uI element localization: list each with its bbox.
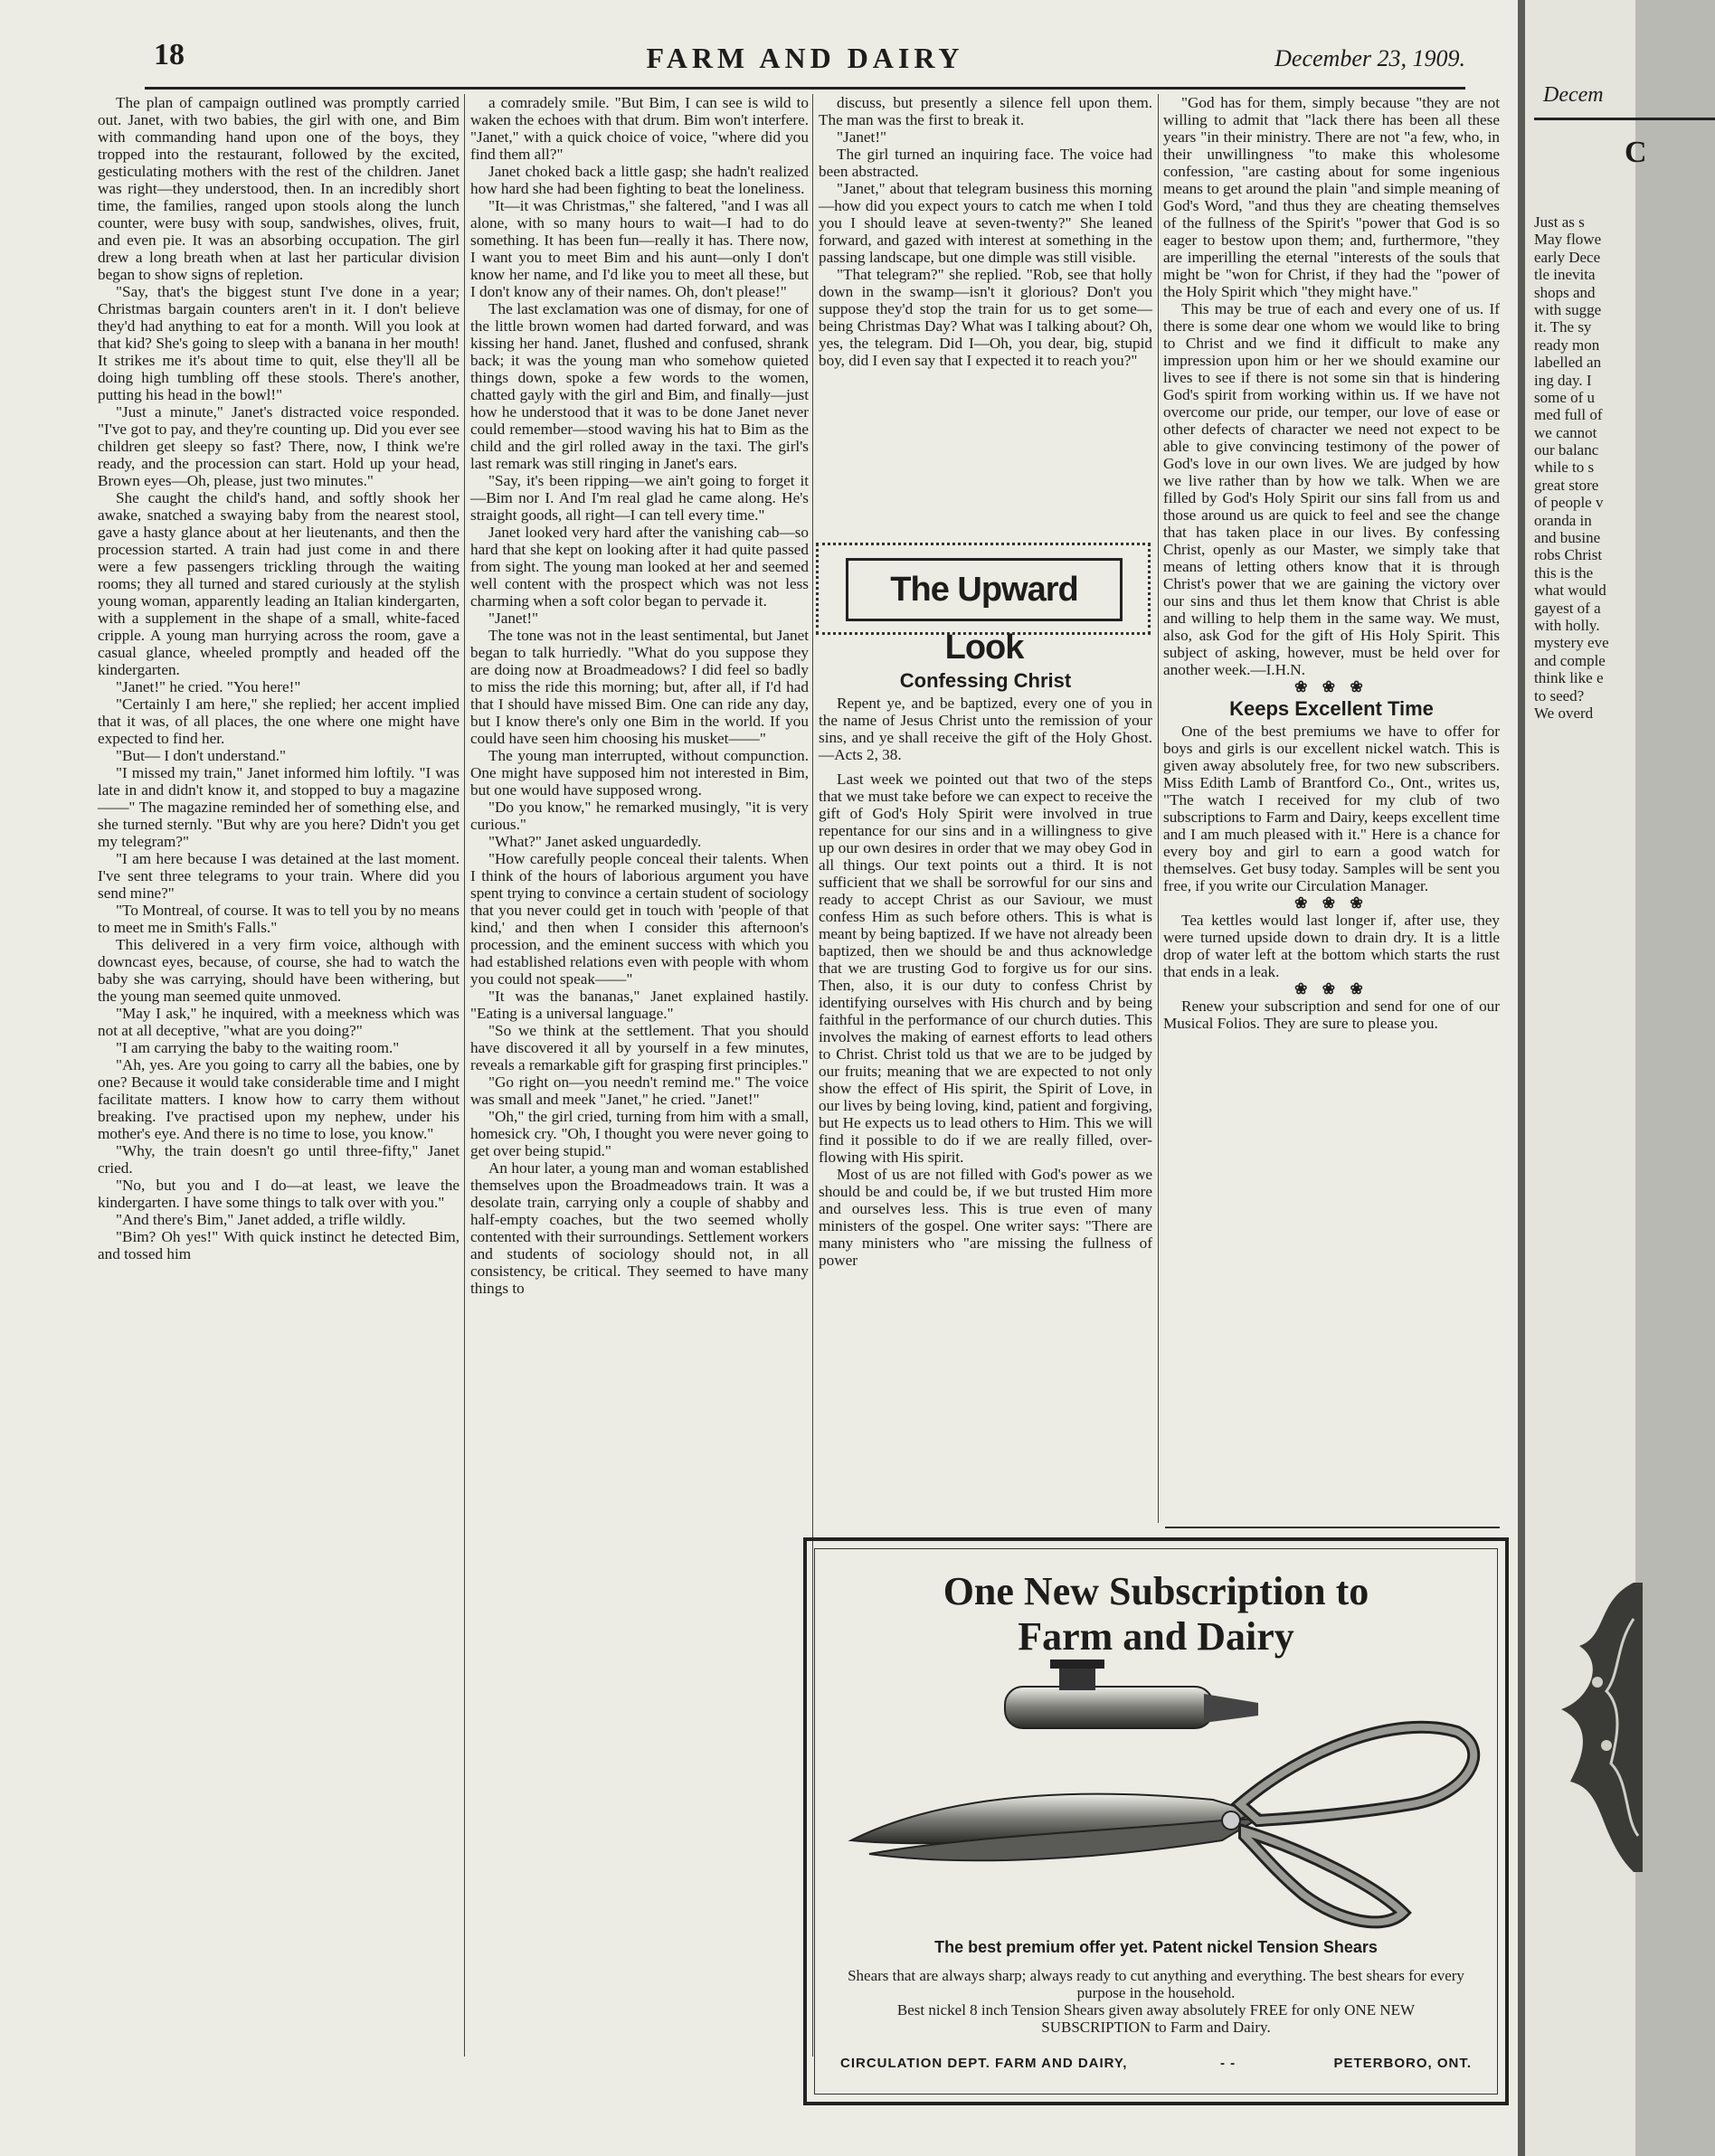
story-paragraph: "To Montreal, of course. It was to tell you by no means to meet me in Smith's Falls." <box>98 902 460 936</box>
scripture-text: Repent ye, and be baptized, every one of you in the name of Jesus Christ unto the remission of your sins, and ye shall receive the gift of the Holy Ghost.—Acts 2, 38. <box>819 695 1152 763</box>
story-paragraph: "So we think at the settlement. That you should have discovered it all by yourself in a few minutes, reveals a remarkable gift for grasping first principles." <box>470 1022 809 1073</box>
story-paragraph: The tone was not in the least sentimental, but Janet began to talk hurriedly. "What do you suppose they are doing now at Broadmeadows? I did feel so badly to miss the ride this morning; but, after all, if I'd had that I should have missed Bim. One can ride any day, but I know there's only one Bim in the world. If you could have seen him choosing his musket——" <box>470 627 809 747</box>
story-column-2 <box>470 94 809 2057</box>
facing-page-line: ready mon <box>1534 336 1600 354</box>
facing-page-date: Decem <box>1543 83 1604 107</box>
section-heading: Confessing Christ <box>899 669 1072 692</box>
page-header <box>145 38 1465 83</box>
story-paragraph: The plan of campaign outlined was promptly carried out. Janet, with two babies, the girl with one, and Bim with commanding hand upon one of the boys, they tropped into the restaurant, followed by the excited, gesticulating mothers with the rest of the children. Janet was right—they understood, then. In an incredibly short time, the families, ranged upon stools along the lunch counter, were busy with soup, sandwishes, olives, fruit, and even pie. It was an absorbing occupation. The girl drew a long breath when at last her particular division began to show signs of repletion. <box>98 94 460 283</box>
story-paragraph: "Bim? Oh yes!" With quick instinct he detected Bim, and tossed him <box>98 1228 460 1262</box>
story-paragraph: "And there's Bim," Janet added, a trifle wildly. <box>116 1211 406 1228</box>
ad-inner-border <box>814 1548 1498 2095</box>
facing-page-line: with sugge <box>1534 300 1602 318</box>
story-paragraph: "Janet," about that telegram business this morning—how did you expect yours to catch me when I told you I should leave at seven-twenty?" She leaned forward, and gazed with interest at something in the passing landscape, but one dimple was still visible. <box>819 180 1152 266</box>
facing-page-line: Just as s <box>1534 213 1585 231</box>
ad-description-line: Shears that are always sharp; always ready to cut anything and everything. The best shears for every purpose in the household. <box>848 1967 1464 2001</box>
story-paragraph: "Just a minute," Janet's distracted voice responded. "I've got to pay, and they're counting up. Did you ever see children get sleepy so fast? There, now, I think we're ready, and the procession can start. Hold up your head, Brown eyes—Oh, please, just two minutes." <box>98 403 460 489</box>
facing-page-line: early Dece <box>1534 248 1601 266</box>
story-paragraph: "What?" Janet asked unguardedly. <box>488 833 702 850</box>
ad-title-line: One New Subscription to <box>943 1569 1369 1613</box>
ornament-divider: ❀ ❀ ❀ <box>1294 894 1369 912</box>
ornament-divider: ❀ ❀ ❀ <box>1294 980 1369 998</box>
facing-page-line: of people v <box>1534 494 1604 512</box>
section-rule <box>1165 1527 1500 1528</box>
facing-page-line: and comple <box>1534 651 1606 669</box>
ad-footer-dept: CIRCULATION DEPT. FARM AND DAIRY, <box>840 2056 1128 2071</box>
page-binding-gutter <box>1518 0 1525 2156</box>
article-paragraph: "God has for them, simply because "they are not willing to admit that "lack there has been all these years "in their ministry. There are not "a few, who, in their unwillingness "to make this wholesome confession, "are casting about for some ingenious means to get around the plain "and simple meaning of God's Word, "and thus they are cheating themselves of the fullness of the Spirit's "power that God is so eager to bestow upon them; and, furthermore, "they are imperilling the eternal "interests of the souls that might be "won for Christ, if they had the "power of the Holy Spirit which "they might have." <box>1163 94 1500 300</box>
facing-page-line: what would <box>1534 582 1606 600</box>
story-paragraph: Janet choked back a little gasp; she hadn't realized how hard she had been fighting to beat the loneliness. <box>470 163 809 197</box>
facing-page-line: oranda in <box>1534 511 1592 529</box>
story-paragraph: "Janet!" <box>488 610 539 627</box>
story-paragraph: "May I ask," he inquired, with a meekness which was not at all deceptive, "what are you doing?" <box>98 1005 460 1039</box>
facing-page-line: our balanc <box>1534 441 1599 459</box>
facing-page-edge <box>1525 0 1647 2156</box>
story-paragraph: "But— I don't understand." <box>116 747 287 764</box>
facing-page-line: and busine <box>1534 529 1601 547</box>
story-paragraph: "How carefully people conceal their talents. When I think of the hours of laborious argument you have spent trying to convince a certain student of sociology that you never could get in touch with 'people of that kind,' and then when I consider this afternoon's procession, and the eminent success with which you had established relations even with people with whom you could not speak——" <box>470 850 809 988</box>
article-paragraph: Last week we pointed out that two of the steps that we must take before we can expect to receive the gift of God's Holy Spirit were involved in true repentance for our sins and in a willingness to give up our own desires in order that we may obey God in all things. Our text points out a third. It is not sufficient that we shall be sorrowful for our sins and ready to accept Christ as our Saviour, we must confess Him as such before others. This is what is meant by being baptized. If we have not already been baptized, then we should be and thus acknowledge that we are trusting God to forgive us for our sins. Then, also, it is our duty to confess Christ by identifying ourselves with His church and by being faithful in the performance of our church duties. This involves the making of earnest efforts to lead others to Christ. Christ told us that we are to be judged by our fruits; meaning that we are expected to not only show the effect of His spirit, the Spirit of Love, in our lives by being loving, kind, patient and forgiving, but He expects us to lead others to Him. This we will find it possible to do if we are really filled, over-flowing with His spirit. <box>819 771 1152 1166</box>
story-paragraph: The girl turned an inquiring face. The voice had been abstracted. <box>819 146 1152 180</box>
facing-page-line: gayest of a <box>1534 599 1601 617</box>
story-paragraph: "Go right on—you needn't remind me." The voice was small and meek "Janet," he cried. "Janet!" <box>470 1073 809 1108</box>
facing-page-line: this is the <box>1534 563 1594 582</box>
ad-title <box>815 1569 1497 1660</box>
shears-advertisement <box>803 1537 1509 2105</box>
facing-page-line: some of u <box>1534 388 1596 406</box>
ad-offer-line: The best premium offer yet. Patent nickel Tension Shears <box>934 1938 1378 1956</box>
facing-page-line: labelled an <box>1534 354 1602 372</box>
story-paragraph: a comradely smile. "But Bim, I can see is wild to waken the echoes with that drum. Bim won't interfere. "Janet," with a quick choice of voice, "where did you find them all?" <box>470 94 809 163</box>
masthead-title: FARM AND DAIRY <box>646 42 964 74</box>
facing-page-line: great store <box>1534 476 1599 494</box>
facing-page-line: We overd <box>1534 704 1594 722</box>
ad-title-line: Farm and Dairy <box>1018 1614 1294 1659</box>
story-paragraph: "Why, the train doesn't go until three-fifty," Janet cried. <box>98 1142 460 1177</box>
story-paragraph: "Janet!" he cried. "You here!" <box>116 678 301 695</box>
facing-page-line: while to s <box>1534 459 1595 477</box>
ad-footer-dashes: - - <box>1220 2056 1237 2071</box>
story-paragraph: Janet looked very hard after the vanishing cab—so hard that she kept on looking after it had quite passed from sight. The young man looked at her and seemed well content with the prospect which was not less charming when a soft color began to pervade it. <box>470 524 809 610</box>
ad-footer-city: PETERBORO, ONT. <box>1333 2056 1472 2071</box>
facing-page-column <box>1534 213 1715 722</box>
story-paragraph: This delivered in a very firm voice, although with downcast eyes, because, of course, she had to watch the baby she was carrying, should have been withering, but the young man seemed quite unmoved. <box>98 936 460 1005</box>
story-paragraph: "No, but you and I do—at least, we leave the kindergarten. I have some things to talk over with you." <box>98 1177 460 1211</box>
story-paragraph: "I am here because I was detained at the last moment. I've sent three telegrams to your train. Where did you send mine?" <box>98 850 460 902</box>
facing-page-heading-initial: C <box>1625 136 1647 169</box>
holly-illustration-icon <box>1543 1565 1643 1890</box>
story-paragraph: An hour later, a young man and woman established themselves upon the Broadmeadows train. It was a desolate train, carrying only a couple of shabby and half-empty coaches, but the two seemed wholly contented with their surroundings. Settlement workers and students of sociology should not, in all consistency, be critical. They seemed to have many things to <box>470 1159 809 1297</box>
story-paragraph: "Janet!" <box>837 128 887 146</box>
article-paragraph: One of the best premiums we have to offer for boys and girls is our excellent nickel watch. This is given away absolutely free, for two new subscribers. Miss Edith Lamb of Brantford Co., Ont., writes us, "The watch I received for my club of two subscriptions to Farm and Dairy, keeps excellent time and I am much pleased with it." Here is a chance for every boy and girl to earn a good watch for themselves. Get busy today. Samples will be sent you free, if you write our Circulation Manager. <box>1163 723 1500 894</box>
story-paragraph: "Ah, yes. Are you going to carry all the babies, one by one? Because it would take considerable time and I might facilitate matters. I know how to carry them without breaking. I've practised upon my nephew, under his mother's eye. And there is no time to lose, you know." <box>98 1056 460 1142</box>
story-column-1 <box>98 94 460 2057</box>
facing-page-line: think like e <box>1534 669 1604 687</box>
facing-page-line: shops and <box>1534 283 1596 301</box>
facing-page-line: to seed? <box>1534 686 1585 704</box>
story-paragraph: "Do you know," he remarked musingly, "it is very curious." <box>470 799 809 833</box>
column-rule <box>1158 94 1159 1523</box>
ornament-divider: ❀ ❀ ❀ <box>1294 678 1369 695</box>
header-rule <box>145 87 1465 90</box>
facing-page-line: med full of <box>1534 406 1603 424</box>
issue-date: December 23, 1909. <box>1274 45 1465 71</box>
article-paragraph: Tea kettles would last longer if, after use, they were turned upside down to drain dry. It is a little drop of water left at the bottom which starts the rust that ends in a leak. <box>1163 912 1500 980</box>
upward-look-title: The Upward Look <box>846 558 1123 621</box>
story-paragraph: "Say, that's the biggest stunt I've done in a year; Christmas bargain counters aren't in it. I don't believe they'd had anything to eat for a month. Will you look at that kid? She's going to sleep with a banana in her mouth! It strikes me it's about time to quit, else they'll all be doing high tumbling off these stools. There's another, putting his head in the bowl!" <box>98 283 460 403</box>
facing-page-line: we cannot <box>1534 423 1597 441</box>
page-number: 18 <box>154 38 185 71</box>
story-paragraph: She caught the child's hand, and softly shook her awake, snatched a swaying baby from the nearest stool, gave a hasty glance about at her lieutenants, and then the procession started. A train had just come in and there were a few passengers trickling through the waiting rooms; they all turned and stared curiously at the stylish young woman, apparently leading an Italian kindergarten, with a supplement in the shape of a small, white-faced cripple. A young man hurrying across the room, gave a casual glance, wheeled promptly and headed off the kindergarten. <box>98 489 460 678</box>
facing-page-line: May flowe <box>1534 231 1602 249</box>
story-paragraph: "Say, it's been ripping—we ain't going to forget it—Bim nor I. And I'm real glad he came along. He's straight goods, all right—I can tell every time." <box>470 472 809 524</box>
story-paragraph: "I am carrying the baby to the waiting room." <box>116 1039 400 1056</box>
ad-footer <box>840 2056 1472 2071</box>
story-paragraph: "It was the bananas," Janet explained hastily. "Eating is a universal language." <box>470 988 809 1022</box>
ad-description-line: Best nickel 8 inch Tension Shears given away absolutely FREE for only ONE NEW SUBSCRIPTION to Farm and Dairy. <box>896 2001 1416 2036</box>
facing-page-line: with holly. <box>1534 616 1600 634</box>
story-paragraph: "It—it was Christmas," she faltered, "and I was all alone, with so many hours to wait—I had to do something. It has been fun—really it has. There now, I want you to meet Bim and his aunt—only I don't know her name, and I'd like you to meet all these, but I don't know any of their names. Oh, don't please!" <box>470 197 809 300</box>
story-paragraph: The last exclamation was one of dismay, for one of the little brown women had darted forward, and was kissing her hand. Janet, flushed and confused, shrank back; it was the young man who somehow quieted things down, spoke a few words to the women, chatted gayly with the girl and Bim, and finally—just how he understood that it was to be done Janet never could remember—stood waving his hat to Bim as the child and the girl rolled away in the taxi. The girl's last remark was still ringing in Janet's ears. <box>470 300 809 472</box>
story-paragraph: "Oh," the girl cried, turning from him with a small, homesick cry. "Oh, I thought you were never going to get over being stupid." <box>470 1108 809 1159</box>
facing-page-line: mystery eve <box>1534 634 1609 652</box>
facing-page-line: robs Christ <box>1534 546 1603 564</box>
facing-page-line: ing day. I <box>1534 371 1592 389</box>
story-paragraph: "I missed my train," Janet informed him loftily. "I was late in and didn't know it, and stopped to buy a magazine——" The magazine reminded her of something else, and she turned sternly. "But why are you here? Didn't you get my telegram?" <box>98 764 460 850</box>
column-rule <box>464 94 465 2057</box>
facing-page-line: it. The sy <box>1534 318 1592 336</box>
upward-look-banner <box>816 543 1151 667</box>
article-paragraph: Renew your subscription and send for one of our Musical Folios. They are sure to please you. <box>1163 998 1500 1032</box>
upward-look-column <box>819 667 1152 1508</box>
story-paragraph: discuss, but presently a silence fell upon them. The man was the first to break it. <box>819 94 1152 128</box>
ad-description <box>848 1967 1464 2036</box>
facing-page-line: tle inevita <box>1534 266 1596 284</box>
article-paragraph: This may be true of each and every one of us. If there is some dear one whom we would like to bring to Christ and we find it difficult to make any impression upon him or her we should examine our lives to see if there is not some sin that is hindering God's spirit from working within us. If we have not overcome our pride, our temper, our love of ease or other defects of character we need not expect to be able to give convincing testimony of the power of God's love in our own lives. We are judged by how we live rather than by how we talk. When we are filled by God's Holy Spirit our sins fall from us and those around us are quick to feel and see the change that has taken place in our lives. By confessing Christ, openly as our Master, we simply take that means of letting others know that it is through Christ's power that we are gaining the victory over our sins and thus let them know that Christ is able and willing to help them in the same way. We must, also, ask God for the gift of His Holy Spirit. This subject of asking, however, must be held over for another week.—I.H.N. <box>1163 300 1500 678</box>
shears-illustration-icon <box>833 1660 1484 1931</box>
story-paragraph: "Certainly I am here," she replied; her accent implied that it was, of all places, the one where one might have expected to find her. <box>98 695 460 747</box>
story-paragraph: The young man interrupted, without compunction. One might have supposed him not interested in Bim, but one would have supposed wrong. <box>470 747 809 799</box>
story-column-3 <box>819 94 1152 596</box>
facing-page-rule <box>1534 118 1715 120</box>
section-heading: Keeps Excellent Time <box>1229 697 1434 720</box>
column-4 <box>1163 94 1500 1505</box>
article-paragraph: Most of us are not filled with God's power as we should be and could be, if we but trusted Him more and ourselves less. This is true even of many ministers of the gospel. One writer says: "There are many ministers who "are missing the fullness of power <box>819 1166 1152 1269</box>
story-paragraph: "That telegram?" she replied. "Rob, see that holly down in the swamp—isn't it glorious? Don't you suppose they'd stop the train for us to get some—being Christmas Day? What was I talking about? Oh, yes, the telegram. Did I—Oh, you dear, big, stupid boy, did I even say that I expected it to reach you?" <box>819 266 1152 369</box>
